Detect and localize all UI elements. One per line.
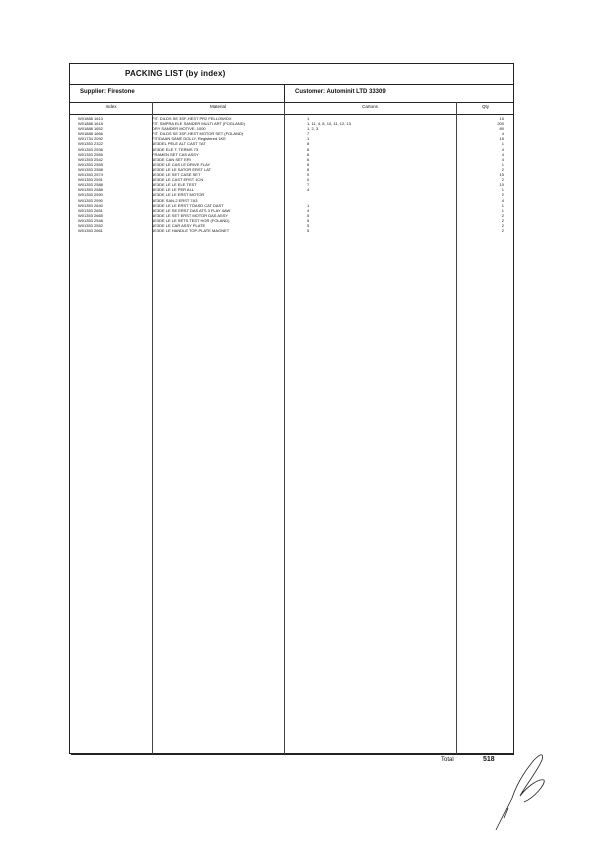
row-cartons: 7: [307, 131, 310, 137]
row-cartons: 1: [307, 136, 310, 142]
row-material: 1E3DEL PELE ALT CAST TAT: [152, 141, 206, 147]
row-cartons: 8: [307, 161, 310, 167]
row-cartons: 5: [307, 228, 310, 234]
total-label: Total: [441, 757, 454, 763]
row-qty: 4: [501, 156, 504, 162]
supplier-label: Supplier: Firestone: [80, 89, 135, 95]
row-cartons: 0: [307, 172, 310, 178]
row-cartons: 8: [307, 166, 310, 172]
row-qty: 2: [501, 166, 504, 172]
row-cartons: 1, 2, 3: [307, 126, 319, 132]
row-material: 1E3DE LE LE ERST MOTOR: [152, 192, 205, 198]
row-material: DRY SANDER MOTIVE, 1000: [152, 126, 206, 132]
row-material: FIT/DAAN SANE DOLLY, Registered 1KE: [152, 136, 226, 142]
row-qty: 4: [501, 146, 504, 152]
row-index: W01353 2548: [78, 217, 103, 223]
title-row: [70, 64, 513, 85]
packing-list-frame: [69, 63, 514, 754]
row-qty: 2: [501, 192, 504, 198]
row-material: 1E3DE LE LE ERST TOASD CAT DAST: [152, 202, 224, 208]
row-qty: 1: [501, 202, 504, 208]
header-cartons: Cartons: [362, 104, 378, 109]
row-cartons: 6: [307, 156, 310, 162]
row-index: W01353 2574: [78, 172, 103, 178]
signature-mark: [494, 738, 554, 838]
document-title: PACKING LIST (by index): [125, 69, 226, 78]
row-qty: 15: [499, 172, 504, 178]
row-index: W01353 2640: [78, 202, 103, 208]
row-qty: 15: [499, 136, 504, 142]
row-cartons: 5: [307, 222, 310, 228]
row-index: W01888 1666: [78, 131, 103, 137]
row-index: W01353 2555: [78, 161, 103, 167]
header-qty: Qty: [481, 104, 489, 109]
header-material: Material: [209, 104, 226, 109]
row-cartons: 1, 11, 4, 8, 10, 11, 12, 13: [307, 121, 351, 127]
row-cartons: 4: [307, 187, 310, 193]
row-material: 1E3DE CAN SET ERI: [152, 156, 191, 162]
row-material: FIT. DILDS SE 3SF-HEST PR2 FELLOW/DX: [152, 116, 232, 121]
row-qty: 2: [501, 222, 504, 228]
row-material: 1E3DE LE LE SATOR ERST LAT: [152, 166, 212, 172]
row-qty: 4: [501, 197, 504, 203]
row-qty: 15: [499, 116, 504, 121]
row-cartons: 4: [307, 207, 310, 213]
row-cartons: 5: [307, 212, 310, 218]
row-material: 1E3DE LE SE ERST DAS ATS 3 FLAY 4AW: [152, 207, 231, 213]
row-qty: 200: [497, 121, 504, 127]
row-index: W01353 2552: [78, 222, 103, 228]
row-material: FIT. DILDS SE 3SF-HEST MOTOR SET (FOLAND): [152, 131, 244, 137]
row-index: W01353 2661: [78, 228, 103, 234]
row-index: W01353 2555: [78, 151, 103, 157]
table-header: [70, 102, 513, 115]
row-qty: 80: [499, 126, 504, 132]
row-material: FIT. SMPRA ELE SANDER MULTI ART (FOGLAND): [152, 121, 245, 127]
row-cartons: 8: [307, 141, 310, 147]
row-index: W01353 2322: [78, 141, 103, 147]
row-material: 1E3DE ELE T. TERMS 73: [152, 146, 199, 152]
row-index: W01888 1618: [78, 121, 103, 127]
row-qty: 10: [499, 182, 504, 188]
row-material: 1E3DE LE LE PER ALL: [152, 187, 195, 193]
row-index: W01888 1613: [78, 116, 103, 121]
row-material: 1E3DE LE HANDLE TOP-PLATE MAGNET: [152, 228, 230, 234]
row-material: 1E3DE LE CAS LE DRIVE FLAY: [152, 161, 211, 167]
row-cartons: 1: [307, 116, 310, 121]
row-index: W01353 2591: [78, 177, 103, 183]
row-index: W01353 2665: [78, 212, 103, 218]
row-qty: 1: [501, 141, 504, 147]
row-qty: 2: [501, 177, 504, 183]
row-cartons: 5: [307, 217, 310, 223]
row-cartons: 8: [307, 151, 310, 157]
row-index: W01353 2588: [78, 187, 103, 193]
row-index: W01353 2542: [78, 156, 103, 162]
customer-label: Customer: Autominit LTD 33309: [295, 89, 386, 95]
row-qty: 2: [501, 212, 504, 218]
row-material: 1E3DE SAN-2 ERST 7A3: [152, 197, 198, 203]
row-qty: 4: [501, 131, 504, 137]
row-qty: 2: [501, 228, 504, 234]
row-cartons: 8: [307, 146, 310, 152]
row-qty: 1: [501, 187, 504, 193]
table-body: [70, 116, 513, 233]
row-index: W01353 2536: [78, 146, 103, 152]
row-material: 1E3DE LE CAST ERST 1CN: [152, 177, 204, 183]
row-material: 1E3DE LE LE ELE TEST: [152, 182, 197, 188]
party-row: [70, 84, 513, 103]
footer-rule: [71, 754, 514, 755]
row-index: W01353 2558: [78, 166, 103, 172]
row-material: 1E3DE LE SET ERST MOTOR DAS ASSY: [152, 212, 229, 218]
row-cartons: 0: [307, 177, 310, 183]
row-cartons: 7: [307, 182, 310, 188]
row-index: W01353 2651: [78, 207, 103, 213]
row-index: W01734 2092: [78, 136, 103, 142]
row-qty: 2: [501, 217, 504, 223]
total-value: 518: [483, 756, 495, 763]
row-index: W01353 2588: [78, 182, 103, 188]
row-material: FRAMEN SET CAS ASSY: [152, 151, 199, 157]
row-qty: 1: [501, 207, 504, 213]
row-cartons: 1: [307, 202, 310, 208]
row-material: 1E3DE LE CAR ASSY PLATE: [152, 222, 206, 228]
row-index: W01353 2590: [78, 197, 103, 203]
row-index: W01888 1652: [78, 126, 103, 132]
row-qty: 1: [501, 161, 504, 167]
row-qty: 4: [501, 151, 504, 157]
row-material: 1E3DE LE LE SETS TEST HOR (FOLAND): [152, 217, 230, 223]
header-index: Index: [105, 104, 117, 109]
row-material: 1E3DE LE SET CASE SET: [152, 172, 201, 178]
row-index: W01353 2590: [78, 192, 103, 198]
party-divider: [284, 84, 285, 102]
table-row: [70, 228, 513, 233]
